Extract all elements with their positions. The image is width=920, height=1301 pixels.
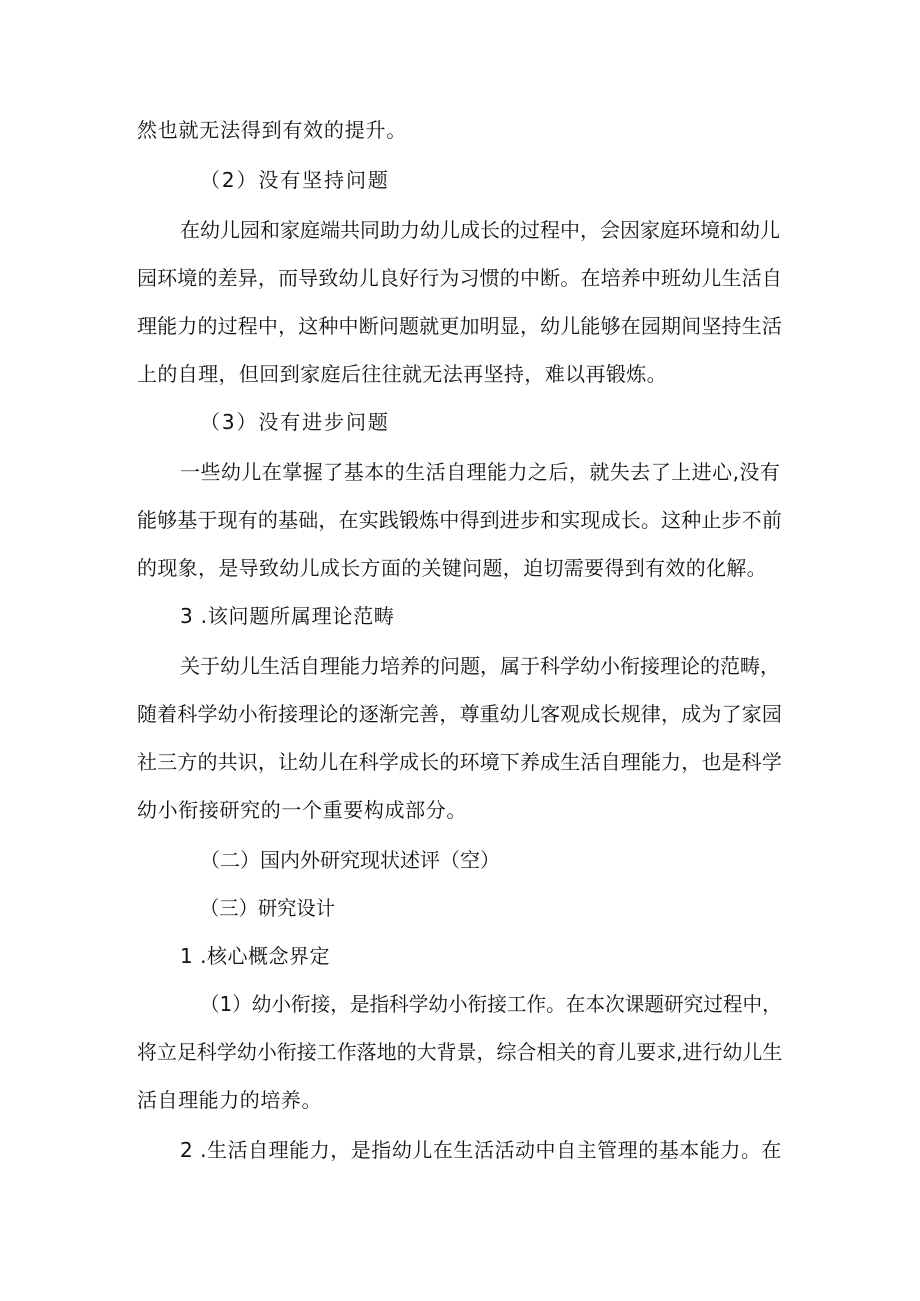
- text-line: 园环境的差异，而导致幼儿良好行为习惯的中断。在培养中班幼儿生活自: [137, 266, 782, 290]
- text-line: 将立足科学幼小衔接工作落地的大背景，综合相关的育儿要求,进行幼儿生: [137, 1040, 783, 1064]
- section-heading-research-review: （二）国内外研究现状述评（空）: [200, 848, 500, 872]
- text-line: 理能力的过程中，这种中断问题就更加明显，幼儿能够在园期间坚持生活: [137, 314, 782, 338]
- text-line: 的现象，是导致幼儿成长方面的关键问题，迫切需要得到有效的化解。: [137, 556, 767, 580]
- text-line: 幼小衔接研究的一个重要构成部分。: [137, 798, 467, 822]
- text-line: （1）幼小衔接，是指科学幼小衔接工作。在本次课题研究过程中，: [200, 992, 782, 1016]
- subheading-theory-scope: 3 .该问题所属理论范畴: [180, 604, 395, 628]
- text-line: 在幼儿园和家庭端共同助力幼儿成长的过程中，会因家庭环境和幼儿: [180, 218, 780, 242]
- text-line: 一些幼儿在掌握了基本的生活自理能力之后，就失去了上进心,没有: [180, 460, 781, 484]
- text-line: 能够基于现有的基础，在实践锻炼中得到进步和实现成长。这种止步不前: [137, 508, 782, 532]
- text-line: 关于幼儿生活自理能力培养的问题，属于科学幼小衔接理论的范畴，: [180, 654, 780, 678]
- text-line: 上的自理，但回到家庭后往往就无法再坚持，难以再锻炼。: [137, 362, 667, 386]
- text-line: 随着科学幼小衔接理论的逐渐完善，尊重幼儿客观成长规律，成为了家园: [137, 702, 782, 726]
- text-line: 社三方的共识，让幼儿在科学成长的环境下养成生活自理能力，也是科学: [137, 750, 782, 774]
- subheading-persistence: （2）没有坚持问题: [200, 168, 390, 192]
- section-heading-research-design: （三）研究设计: [200, 896, 335, 920]
- text-line: 然也就无法得到有效的提升。: [137, 118, 407, 142]
- subheading-progress: （3）没有进步问题: [200, 410, 390, 434]
- text-line: 活自理能力的培养。: [137, 1088, 322, 1112]
- subheading-core-concepts: 1 .核心概念界定: [180, 944, 330, 968]
- text-line: 2 .生活自理能力，是指幼儿在生活活动中自主管理的基本能力。在: [180, 1138, 782, 1162]
